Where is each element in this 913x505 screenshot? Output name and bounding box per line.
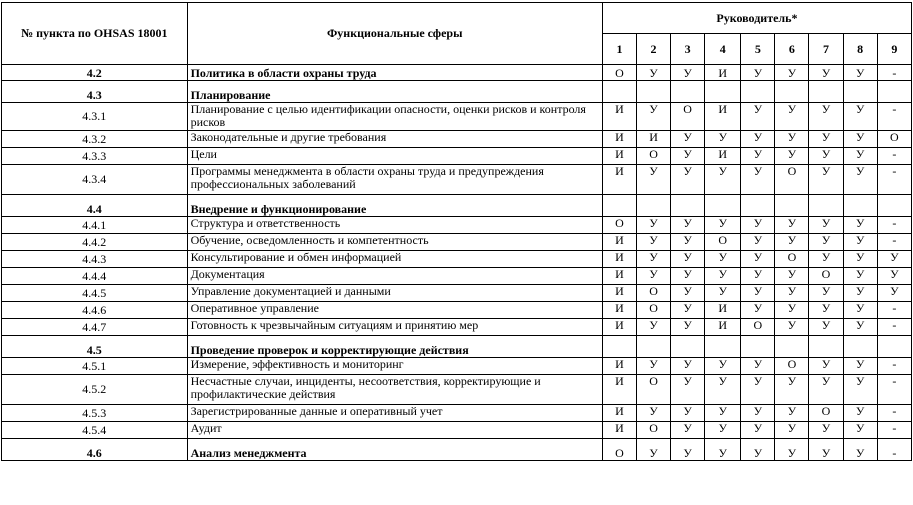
- column-header-manager: Руководитель*: [602, 3, 911, 34]
- responsibility-mark-col-1: О: [602, 217, 636, 234]
- responsibility-mark-col-9: -: [877, 439, 911, 461]
- responsibility-mark-col-7: У: [809, 131, 843, 148]
- responsibility-mark-col-4: И: [705, 302, 741, 319]
- functional-area-text: Несчастные случаи, инциденты, несоответствия, корректирующие и профилактические действия: [187, 375, 602, 405]
- responsibility-mark-col-3: [671, 81, 705, 103]
- table-row: [2, 422, 912, 439]
- manager-col-4: 4: [705, 34, 741, 65]
- responsibility-mark-col-1: И: [602, 251, 636, 268]
- responsibility-mark-col-2: [636, 336, 670, 358]
- responsibility-mark-col-2: О: [636, 148, 670, 165]
- responsibility-mark-col-8: У: [843, 234, 877, 251]
- responsibility-mark-col-2: У: [636, 358, 670, 375]
- responsibility-mark-col-5: [741, 336, 775, 358]
- functional-area-text: Проведение проверок и корректирующие действия: [187, 336, 602, 358]
- responsibility-mark-col-9: -: [877, 302, 911, 319]
- responsibility-mark-col-9: -: [877, 165, 911, 195]
- clause-number: 4.5.4: [2, 422, 188, 439]
- responsibility-mark-col-6: [775, 195, 809, 217]
- responsibility-mark-col-1: И: [602, 302, 636, 319]
- responsibility-mark-col-6: У: [775, 302, 809, 319]
- responsibility-mark-col-7: О: [809, 268, 843, 285]
- responsibility-mark-col-4: У: [705, 268, 741, 285]
- responsibility-mark-col-9: -: [877, 217, 911, 234]
- responsibility-mark-col-7: У: [809, 358, 843, 375]
- clause-number: 4.5.1: [2, 358, 188, 375]
- responsibility-mark-col-9: [877, 81, 911, 103]
- functional-area-text: Программы менеджмента в области охраны труда и предупреждения профессиональных заболеваний: [187, 165, 602, 195]
- clause-number: 4.6: [2, 439, 188, 461]
- responsibility-mark-col-1: И: [602, 165, 636, 195]
- responsibility-mark-col-9: -: [877, 375, 911, 405]
- responsibility-mark-col-6: У: [775, 285, 809, 302]
- column-header-functional-area: Функциональные сферы: [187, 3, 602, 65]
- responsibility-mark-col-4: У: [705, 217, 741, 234]
- responsibility-mark-col-7: У: [809, 375, 843, 405]
- responsibility-mark-col-3: У: [671, 302, 705, 319]
- responsibility-mark-col-2: У: [636, 405, 670, 422]
- table-row: [2, 319, 912, 336]
- column-header-number: № пункта по OHSAS 18001: [2, 3, 188, 65]
- responsibility-mark-col-9: [877, 336, 911, 358]
- responsibility-mark-col-4: [705, 81, 741, 103]
- responsibility-mark-col-7: О: [809, 405, 843, 422]
- responsibility-mark-col-6: У: [775, 65, 809, 81]
- responsibility-mark-col-7: У: [809, 217, 843, 234]
- responsibility-mark-col-7: [809, 81, 843, 103]
- responsibility-mark-col-5: У: [741, 439, 775, 461]
- responsibility-mark-col-2: У: [636, 217, 670, 234]
- responsibility-mark-col-8: У: [843, 302, 877, 319]
- clause-number: 4.5.2: [2, 375, 188, 405]
- responsibility-mark-col-2: О: [636, 422, 670, 439]
- responsibility-mark-col-2: У: [636, 251, 670, 268]
- responsibility-mark-col-9: -: [877, 65, 911, 81]
- responsibility-mark-col-7: У: [809, 439, 843, 461]
- responsibility-mark-col-3: [671, 336, 705, 358]
- responsibility-mark-col-6: У: [775, 268, 809, 285]
- responsibility-mark-col-4: И: [705, 148, 741, 165]
- responsibility-mark-col-9: -: [877, 234, 911, 251]
- responsibility-mark-col-3: У: [671, 285, 705, 302]
- functional-area-text: Цели: [187, 148, 602, 165]
- responsibility-mark-col-3: У: [671, 65, 705, 81]
- manager-col-8: 8: [843, 34, 877, 65]
- responsibility-mark-col-1: И: [602, 285, 636, 302]
- functional-area-text: Аудит: [187, 422, 602, 439]
- responsibility-mark-col-5: У: [741, 358, 775, 375]
- responsibility-mark-col-1: И: [602, 148, 636, 165]
- table-row: [2, 268, 912, 285]
- functional-area-text: Оперативное управление: [187, 302, 602, 319]
- table-row: [2, 302, 912, 319]
- responsibility-mark-col-5: У: [741, 165, 775, 195]
- responsibility-mark-col-9: -: [877, 319, 911, 336]
- responsibility-mark-col-4: У: [705, 285, 741, 302]
- section-row: [2, 65, 912, 81]
- responsibility-mark-col-8: [843, 336, 877, 358]
- responsibility-mark-col-2: И: [636, 131, 670, 148]
- table-row: [2, 217, 912, 234]
- functional-area-text: Консультирование и обмен информацией: [187, 251, 602, 268]
- clause-number: 4.3.1: [2, 103, 188, 131]
- functional-area-text: Измерение, эффективность и мониторинг: [187, 358, 602, 375]
- manager-col-3: 3: [671, 34, 705, 65]
- responsibility-mark-col-9: У: [877, 268, 911, 285]
- responsibility-mark-col-7: У: [809, 319, 843, 336]
- responsibility-mark-col-8: У: [843, 268, 877, 285]
- responsibility-matrix-table: [1, 2, 912, 461]
- responsibility-mark-col-5: У: [741, 65, 775, 81]
- responsibility-mark-col-3: [671, 195, 705, 217]
- responsibility-mark-col-5: У: [741, 251, 775, 268]
- responsibility-mark-col-7: У: [809, 65, 843, 81]
- functional-area-text: Зарегистрированные данные и оперативный учет: [187, 405, 602, 422]
- responsibility-mark-col-8: У: [843, 131, 877, 148]
- responsibility-mark-col-4: У: [705, 405, 741, 422]
- responsibility-mark-col-4: О: [705, 234, 741, 251]
- responsibility-mark-col-8: У: [843, 319, 877, 336]
- responsibility-mark-col-1: [602, 81, 636, 103]
- functional-area-text: Структура и ответственность: [187, 217, 602, 234]
- responsibility-mark-col-8: У: [843, 285, 877, 302]
- responsibility-mark-col-3: У: [671, 405, 705, 422]
- responsibility-mark-col-7: У: [809, 251, 843, 268]
- responsibility-mark-col-9: У: [877, 251, 911, 268]
- responsibility-mark-col-4: У: [705, 165, 741, 195]
- responsibility-mark-col-7: У: [809, 302, 843, 319]
- responsibility-mark-col-6: У: [775, 422, 809, 439]
- responsibility-mark-col-3: У: [671, 165, 705, 195]
- responsibility-mark-col-3: У: [671, 319, 705, 336]
- manager-col-7: 7: [809, 34, 843, 65]
- responsibility-mark-col-1: И: [602, 405, 636, 422]
- responsibility-mark-col-9: О: [877, 131, 911, 148]
- functional-area-text: Документация: [187, 268, 602, 285]
- responsibility-mark-col-6: У: [775, 131, 809, 148]
- responsibility-mark-col-4: И: [705, 319, 741, 336]
- responsibility-mark-col-2: У: [636, 65, 670, 81]
- functional-area-text: Управление документацией и данными: [187, 285, 602, 302]
- responsibility-mark-col-5: У: [741, 285, 775, 302]
- responsibility-mark-col-2: У: [636, 234, 670, 251]
- responsibility-mark-col-2: У: [636, 268, 670, 285]
- clause-number: 4.4.1: [2, 217, 188, 234]
- responsibility-mark-col-8: У: [843, 422, 877, 439]
- functional-area-text: Законодательные и другие требования: [187, 131, 602, 148]
- responsibility-mark-col-5: У: [741, 268, 775, 285]
- responsibility-mark-col-9: -: [877, 405, 911, 422]
- responsibility-mark-col-3: У: [671, 234, 705, 251]
- clause-number: 4.4: [2, 195, 188, 217]
- responsibility-mark-col-8: У: [843, 251, 877, 268]
- responsibility-mark-col-4: У: [705, 251, 741, 268]
- clause-number: 4.5: [2, 336, 188, 358]
- responsibility-mark-col-1: И: [602, 358, 636, 375]
- responsibility-mark-col-1: И: [602, 319, 636, 336]
- responsibility-mark-col-8: [843, 81, 877, 103]
- table-row: [2, 234, 912, 251]
- responsibility-mark-col-1: [602, 195, 636, 217]
- responsibility-mark-col-5: [741, 195, 775, 217]
- responsibility-mark-col-7: У: [809, 285, 843, 302]
- responsibility-mark-col-8: У: [843, 217, 877, 234]
- responsibility-mark-col-7: У: [809, 234, 843, 251]
- responsibility-mark-col-5: У: [741, 148, 775, 165]
- responsibility-mark-col-1: О: [602, 439, 636, 461]
- responsibility-mark-col-2: У: [636, 103, 670, 131]
- table-row: [2, 251, 912, 268]
- functional-area-text: Планирование с целью идентификации опасности, оценки рисков и контроля рисков: [187, 103, 602, 131]
- manager-col-6: 6: [775, 34, 809, 65]
- clause-number: 4.3.4: [2, 165, 188, 195]
- table-row: [2, 131, 912, 148]
- responsibility-mark-col-6: О: [775, 165, 809, 195]
- responsibility-mark-col-7: [809, 195, 843, 217]
- responsibility-mark-col-5: У: [741, 234, 775, 251]
- functional-area-text: Планирование: [187, 81, 602, 103]
- responsibility-mark-col-5: У: [741, 405, 775, 422]
- manager-col-1: 1: [602, 34, 636, 65]
- clause-number: 4.4.4: [2, 268, 188, 285]
- responsibility-mark-col-1: И: [602, 268, 636, 285]
- responsibility-mark-col-1: И: [602, 375, 636, 405]
- section-row: [2, 195, 912, 217]
- clause-number: 4.4.2: [2, 234, 188, 251]
- clause-number: 4.4.7: [2, 319, 188, 336]
- responsibility-mark-col-2: [636, 81, 670, 103]
- clause-number: 4.3.2: [2, 131, 188, 148]
- responsibility-mark-col-3: У: [671, 251, 705, 268]
- responsibility-mark-col-4: У: [705, 439, 741, 461]
- responsibility-mark-col-1: И: [602, 422, 636, 439]
- responsibility-mark-col-3: У: [671, 148, 705, 165]
- responsibility-mark-col-2: О: [636, 302, 670, 319]
- responsibility-mark-col-6: У: [775, 375, 809, 405]
- responsibility-mark-col-6: У: [775, 148, 809, 165]
- responsibility-mark-col-5: У: [741, 302, 775, 319]
- responsibility-mark-col-8: У: [843, 148, 877, 165]
- clause-number: 4.3: [2, 81, 188, 103]
- manager-col-2: 2: [636, 34, 670, 65]
- section-row: [2, 439, 912, 461]
- table-row: [2, 405, 912, 422]
- responsibility-mark-col-4: [705, 195, 741, 217]
- responsibility-mark-col-6: [775, 336, 809, 358]
- responsibility-mark-col-2: О: [636, 375, 670, 405]
- responsibility-mark-col-4: У: [705, 131, 741, 148]
- responsibility-mark-col-4: И: [705, 103, 741, 131]
- responsibility-mark-col-2: У: [636, 439, 670, 461]
- responsibility-mark-col-2: У: [636, 165, 670, 195]
- clause-number: 4.4.6: [2, 302, 188, 319]
- functional-area-text: Политика в области охраны труда: [187, 65, 602, 81]
- clause-number: 4.5.3: [2, 405, 188, 422]
- responsibility-mark-col-1: И: [602, 103, 636, 131]
- responsibility-mark-col-8: У: [843, 439, 877, 461]
- responsibility-mark-col-7: У: [809, 103, 843, 131]
- functional-area-text: Обучение, осведомленность и компетентность: [187, 234, 602, 251]
- responsibility-mark-col-9: -: [877, 148, 911, 165]
- responsibility-mark-col-2: О: [636, 285, 670, 302]
- table-row: [2, 375, 912, 405]
- responsibility-mark-col-5: [741, 81, 775, 103]
- responsibility-mark-col-2: У: [636, 319, 670, 336]
- responsibility-mark-col-3: У: [671, 375, 705, 405]
- responsibility-mark-col-8: [843, 195, 877, 217]
- responsibility-mark-col-4: У: [705, 375, 741, 405]
- matrix-body: [2, 65, 912, 461]
- responsibility-mark-col-9: -: [877, 422, 911, 439]
- responsibility-mark-col-6: О: [775, 251, 809, 268]
- responsibility-mark-col-6: О: [775, 358, 809, 375]
- responsibility-mark-col-8: У: [843, 405, 877, 422]
- responsibility-mark-col-6: У: [775, 103, 809, 131]
- clause-number: 4.3.3: [2, 148, 188, 165]
- responsibility-mark-col-5: У: [741, 422, 775, 439]
- clause-number: 4.2: [2, 65, 188, 81]
- responsibility-mark-col-3: О: [671, 103, 705, 131]
- responsibility-mark-col-5: У: [741, 131, 775, 148]
- manager-col-9: 9: [877, 34, 911, 65]
- responsibility-mark-col-5: У: [741, 375, 775, 405]
- section-row: [2, 81, 912, 103]
- header-row-top: [2, 3, 912, 34]
- responsibility-mark-col-5: У: [741, 103, 775, 131]
- responsibility-mark-col-9: -: [877, 103, 911, 131]
- responsibility-mark-col-5: О: [741, 319, 775, 336]
- table-row: [2, 358, 912, 375]
- responsibility-mark-col-7: У: [809, 148, 843, 165]
- responsibility-mark-col-3: У: [671, 422, 705, 439]
- table-row: [2, 285, 912, 302]
- responsibility-mark-col-4: У: [705, 358, 741, 375]
- responsibility-mark-col-4: И: [705, 65, 741, 81]
- functional-area-text: Внедрение и функционирование: [187, 195, 602, 217]
- section-row: [2, 336, 912, 358]
- table-row: [2, 165, 912, 195]
- clause-number: 4.4.5: [2, 285, 188, 302]
- responsibility-mark-col-8: У: [843, 358, 877, 375]
- responsibility-mark-col-3: У: [671, 131, 705, 148]
- responsibility-mark-col-3: У: [671, 439, 705, 461]
- functional-area-text: Готовность к чрезвычайным ситуациям и принятию мер: [187, 319, 602, 336]
- responsibility-mark-col-1: О: [602, 65, 636, 81]
- responsibility-mark-col-6: У: [775, 234, 809, 251]
- responsibility-mark-col-8: У: [843, 165, 877, 195]
- responsibility-mark-col-9: -: [877, 358, 911, 375]
- responsibility-mark-col-6: У: [775, 439, 809, 461]
- responsibility-mark-col-1: [602, 336, 636, 358]
- responsibility-mark-col-7: У: [809, 165, 843, 195]
- responsibility-mark-col-2: [636, 195, 670, 217]
- responsibility-mark-col-3: У: [671, 217, 705, 234]
- responsibility-mark-col-8: У: [843, 375, 877, 405]
- clause-number: 4.4.3: [2, 251, 188, 268]
- responsibility-mark-col-4: [705, 336, 741, 358]
- responsibility-mark-col-1: И: [602, 234, 636, 251]
- manager-col-5: 5: [741, 34, 775, 65]
- responsibility-mark-col-3: У: [671, 358, 705, 375]
- responsibility-mark-col-9: У: [877, 285, 911, 302]
- responsibility-mark-col-7: У: [809, 422, 843, 439]
- responsibility-mark-col-8: У: [843, 65, 877, 81]
- responsibility-mark-col-6: У: [775, 319, 809, 336]
- responsibility-mark-col-4: У: [705, 422, 741, 439]
- responsibility-mark-col-3: У: [671, 268, 705, 285]
- responsibility-mark-col-1: И: [602, 131, 636, 148]
- table-row: [2, 103, 912, 131]
- responsibility-mark-col-7: [809, 336, 843, 358]
- responsibility-mark-col-5: У: [741, 217, 775, 234]
- responsibility-mark-col-6: У: [775, 217, 809, 234]
- responsibility-mark-col-6: [775, 81, 809, 103]
- responsibility-mark-col-9: [877, 195, 911, 217]
- table-row: [2, 148, 912, 165]
- functional-area-text: Анализ менеджмента: [187, 439, 602, 461]
- responsibility-mark-col-8: У: [843, 103, 877, 131]
- responsibility-mark-col-6: У: [775, 405, 809, 422]
